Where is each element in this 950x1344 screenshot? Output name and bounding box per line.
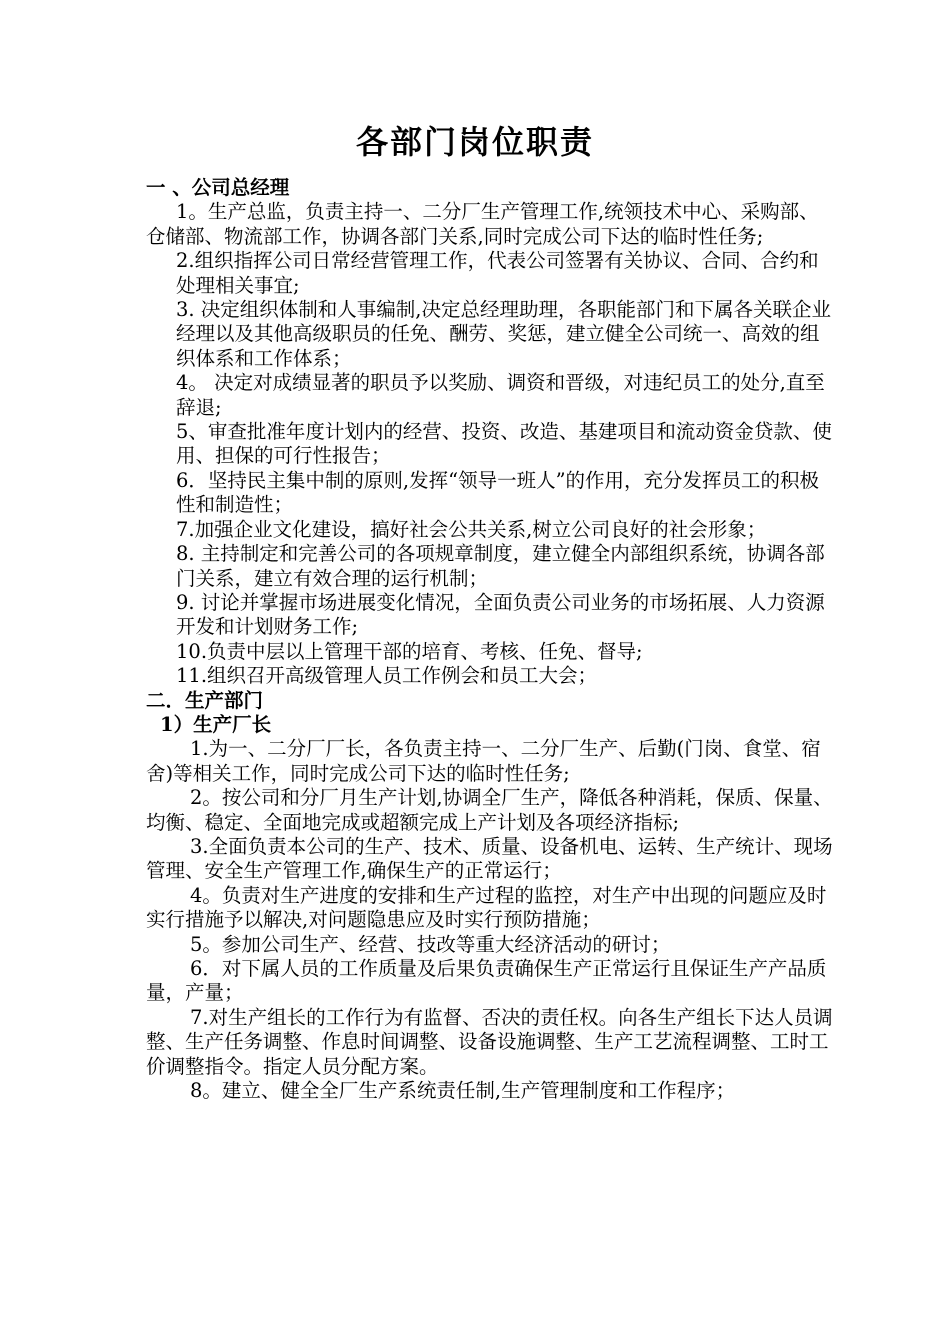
list-item: 8。建立、健全全厂生产系统责任制,生产管理制度和工作程序； [190, 1079, 736, 1103]
list-item: 3. 决定组织体制和人事编制,决定总经理助理，各职能部门和下属各关联企业经理以及其他高级职员的任免、酬劳、奖惩，建立健全公司统一、高效的组织体系和工作体系； [176, 298, 832, 370]
page-title: 各部门岗位职责 [355, 123, 594, 161]
list-item: 1。生产总监，负责主持一、二分厂生产管理工作,统领技术中心、采购部、仓储部、物流部工作，协调各部门关系,同时完成公司下达的临时性任务; [146, 200, 819, 248]
list-item: 8. 主持制定和完善公司的各项规章制度，建立健全内部组织系统，协调各部门关系，建立有效合理的运行机制； [176, 542, 825, 590]
list-item: 6．对下属人员的工作质量及后果负责确保生产正常运行且保证生产产品质量，产量； [146, 957, 827, 1005]
section-heading-general-manager: 一 、公司总经理 [146, 176, 290, 199]
list-item: 5。参加公司生产、经营、技改等重大经济活动的研讨； [190, 932, 671, 956]
list-item: 11.组织召开高级管理人员工作例会和员工大会； [176, 664, 598, 688]
list-item: 4。负责对生产进度的安排和生产过程的监控，对生产中出现的问题应及时实行措施予以解决,对问题隐患应及时实行预防措施； [146, 883, 827, 932]
list-item: 2.组织指挥公司日常经营管理工作，代表公司签署有关协议、合同、合约和处理相关事宜; [176, 249, 819, 297]
list-item: 5、审查批准年度计划内的经营、投资、改造、基建项目和流动资金贷款、使用、担保的可行性报告； [176, 420, 832, 468]
section-heading-production: 二．生产部门 [146, 688, 264, 712]
sub-heading-factory-director: 1）生产厂长 [160, 712, 272, 736]
document-body [146, 176, 836, 1103]
list-item: 10.负责中层以上管理干部的培育、考核、任免、督导; [176, 639, 643, 663]
list-item: 1.为一、二分厂厂长，各负责主持一、二分厂生产、后勤(门岗、食堂、宿舍)等相关工作，同时完成公司下达的临时性任务; [146, 737, 821, 785]
list-item: 6．坚持民主集中制的原则,发挥“领导一班人”的作用，充分发挥员工的积极性和制造性； [176, 468, 820, 517]
list-item: 4。 决定对成绩显著的职员予以奖励、调资和晋级，对违纪员工的处分,直至辞退; [176, 371, 825, 419]
list-item: 2。按公司和分厂月生产计划,协调全厂生产，降低各种消耗，保质、保量、均衡、稳定、全面地完成或超额完成上产计划及各项经济指标; [146, 786, 833, 834]
list-item: 7.对生产组长的工作行为有监督、否决的责任权。向各生产组长下达人员调整、生产任务调整、作息时间调整、设备设施调整、生产工艺流程调整、工时工价调整指令。指定人员分配方案。 [146, 1005, 833, 1078]
list-item: 3.全面负责本公司的生产、技术、质量、设备机电、运转、生产统计、现场管理、安全生产管理工作,确保生产的正常运行； [146, 834, 833, 883]
list-item: 9. 讨论并掌握市场进展变化情况，全面负责公司业务的市场拓展、人力资源开发和计划财务工作; [176, 590, 825, 639]
list-item: 7.加强企业文化建设，搞好社会公共关系,树立公司良好的社会形象； [176, 517, 767, 541]
